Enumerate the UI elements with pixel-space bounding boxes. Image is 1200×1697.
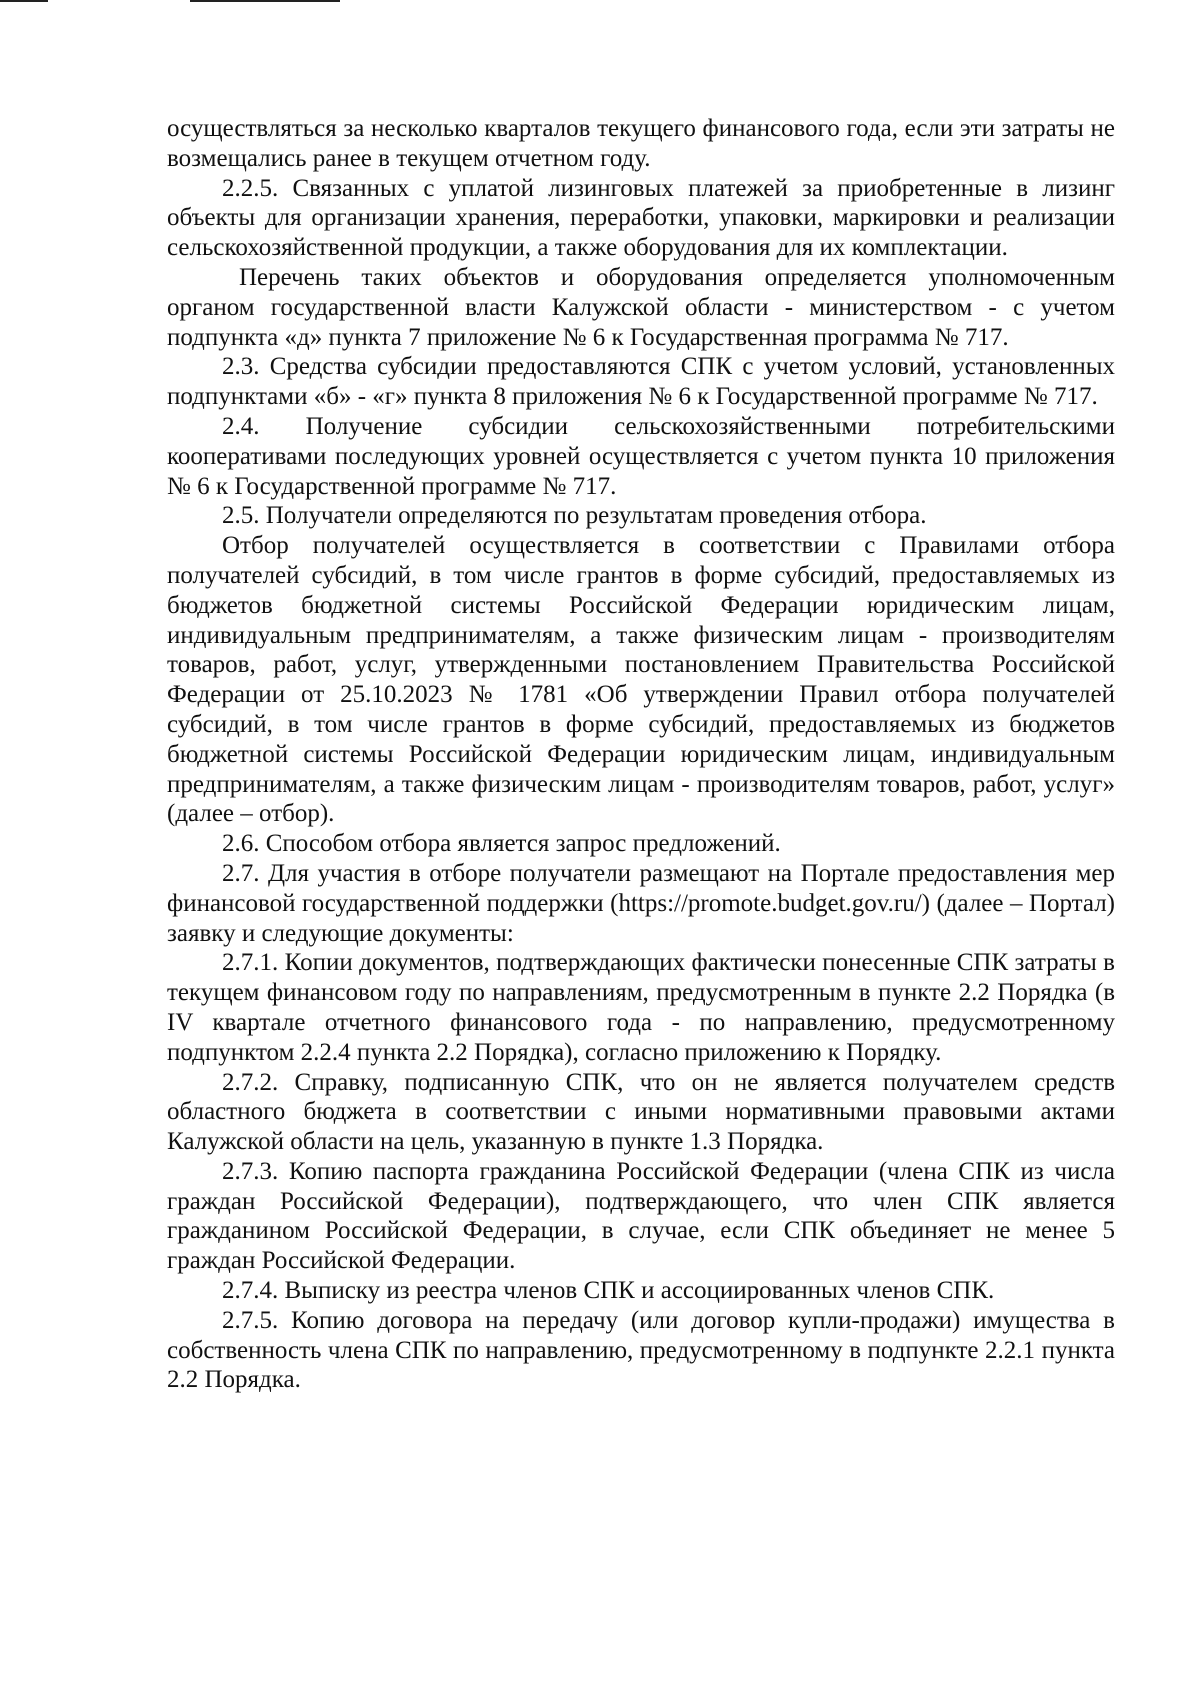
paragraph-continuation: осуществляться за несколько кварталов текущего финансового года, если эти затраты не возмещались ранее в текущем отчетном году.: [167, 115, 1115, 172]
paragraph-2-2-5: 2.2.5. Связанных с уплатой лизинговых платежей за приобретенные в лизинг объекты для организации хранения, переработки, упаковки, маркировки и реализации сельскохозяйственной продукции, а также оборудования для их комплектации.: [167, 174, 1115, 262]
paragraph-2-7-3: 2.7.3. Копию паспорта гражданина Российской Федерации (члена СПК из числа граждан Российской Федерации), подтверждающего, что член СПК является гражданином Российской Федерации, в случае, если СПК объединяет не менее 5 граждан Российской Федерации.: [167, 1157, 1115, 1275]
paragraph-2-7-1: 2.7.1. Копии документов, подтверждающих фактически понесенные СПК затраты в текущем финансовом году по направлениям, предусмотренным в пункте 2.2 Порядка (в IV квартале отчетного финансового года - по направлению, предусмотренному подпунктом 2.2.4 пункта 2.2 Порядка), согласно приложению к Порядку.: [167, 949, 1115, 1066]
paragraph-2-5: 2.5. Получатели определяются по результатам проведения отбора.: [222, 502, 927, 530]
paragraph-selection-rules: Отбор получателей осуществляется в соответствии с Правилами отбора получателей субсидий, в том числе грантов в форме субсидий, предоставляемых из бюджетов бюджетной системы Российской Федерации юридическим лицам, индивидуальным предпринимателям, а также физическим лицам - производителям товаров, работ, услуг, утвержденными постановлением Правительства Российской Федерации от 25.10.2023 № 1781 «Об утверждении Правил отбора получателей субсидий, в том числе грантов в форме субсидий, предоставляемых из бюджетов бюджетной системы Российской Федерации юридическим лицам, индивидуальным предпринимателям, а также физическим лицам - производителям товаров, работ, услуг» (далее – отбор).: [167, 532, 1115, 828]
paragraph-2-7-4: 2.7.4. Выписку из реестра членов СПК и ассоциированных членов СПК.: [222, 1277, 995, 1305]
paragraph-2-4: 2.4. Получение субсидии сельскохозяйственными потребительскими кооперативами последующих уровней осуществляется с учетом пункта 10 приложения № 6 к Государственной программе № 717.: [167, 412, 1115, 500]
paragraph-2-7-2: 2.7.2. Справку, подписанную СПК, что он не является получателем средств областного бюджета в соответствии с иными нормативными правовыми актами Калужской области на цель, указанную в пункте 1.3 Порядка.: [167, 1068, 1115, 1156]
paragraph-equipment-list: Перечень таких объектов и оборудования определяется уполномоченным органом государственной власти Калужской области - министерством - с учетом подпункта «д» пункта 7 приложение № 6 к Государственная программа № 717.: [167, 263, 1115, 351]
paragraph-2-7: 2.7. Для участия в отборе получатели размещают на Портале предоставления мер финансовой государственной поддержки (https://promote.budget.gov.ru/) (далее – Портал) заявку и следующие документы:: [167, 859, 1115, 947]
scan-mark-center: [190, 0, 340, 2]
paragraph-2-3: 2.3. Средства субсидии предоставляются СПК с учетом условий, установленных подпунктами «б» - «г» пункта 8 приложения № 6 к Государственной программе № 717.: [167, 353, 1115, 411]
paragraph-2-7-5: 2.7.5. Копию договора на передачу (или договор купли-продажи) имущества в собственность члена СПК по направлению, предусмотренному в подпункте 2.2.1 пункта 2.2 Порядка.: [167, 1306, 1115, 1394]
scan-mark-left: [0, 0, 48, 2]
paragraph-2-6: 2.6. Способом отбора является запрос предложений.: [222, 830, 781, 858]
document-body: [167, 114, 1115, 1395]
scan-edge-marks: [0, 0, 1200, 6]
